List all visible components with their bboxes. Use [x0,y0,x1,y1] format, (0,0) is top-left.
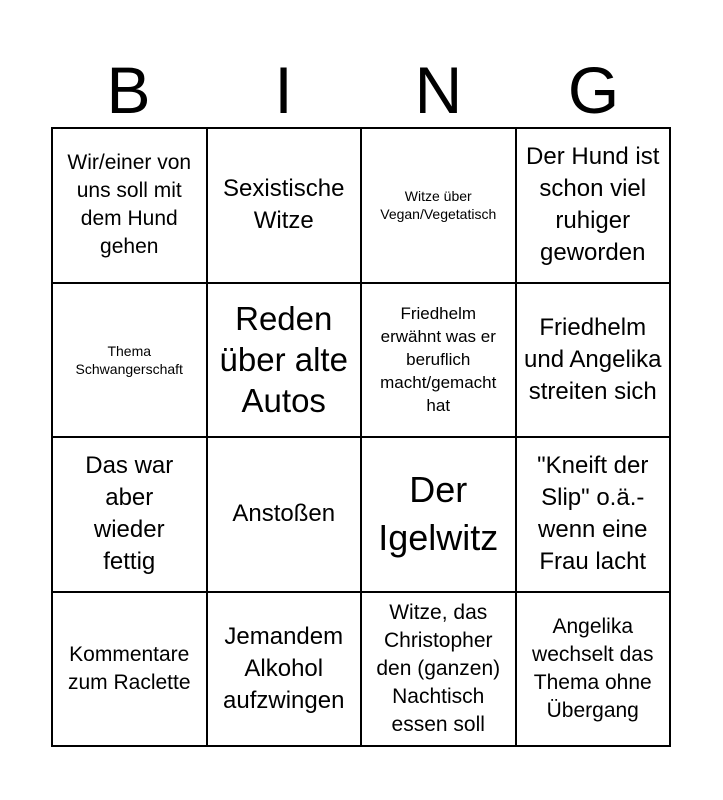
cell-text: Anstoßen [232,500,336,528]
cell-text: Witze, das Christopher den (ganzen) Nachtisch essen soll [376,600,501,736]
bingo-cell[interactable] [53,284,208,439]
bingo-cell[interactable] [208,438,363,593]
header-letter-i: I [274,53,293,127]
cell-text: Jemandem Alkohol aufzwingen [223,622,345,714]
cell-text: Thema Schwangerschaft [75,342,183,377]
bingo-cell[interactable] [53,593,208,748]
bingo-cell[interactable] [517,284,672,439]
bingo-cell[interactable] [517,438,672,593]
cell-text: Der Igelwitz [378,469,499,559]
bingo-header [51,52,671,128]
cell-text: "Kneift der Slip" o.ä.- wenn eine Frau lacht [537,452,649,576]
cell-text: Angelika wechselt das Thema ohne Übergang [532,614,654,722]
cell-text: Sexistische Witze [223,175,345,235]
cell-text: Wir/einer von uns soll mit dem Hund gehen [67,151,192,259]
cell-text: Kommentare zum Raclette [67,642,191,694]
bingo-cell[interactable] [208,129,363,284]
bingo-cell[interactable] [208,593,363,748]
bingo-card-grid [51,127,671,747]
header-letter-g: G [567,53,620,127]
bingo-cell[interactable] [362,129,517,284]
bingo-cell[interactable] [53,438,208,593]
cell-text: Der Hund ist schon viel ruhiger geworden [526,143,660,267]
bingo-cell[interactable] [517,129,672,284]
cell-text: Reden über alte Autos [219,300,348,420]
cell-text: Witze über Vegan/Vegetatisch [380,188,497,223]
bingo-cell[interactable] [208,284,363,439]
cell-text: Das war aber wieder fettig [85,452,174,576]
header-letter-b: B [106,53,151,127]
cell-text: Friedhelm und Angelika streiten sich [524,313,662,405]
bingo-cell[interactable] [517,593,672,748]
bingo-cell[interactable] [362,284,517,439]
bingo-cell[interactable] [362,438,517,593]
bingo-cell[interactable] [53,129,208,284]
header-letter-n: N [414,53,463,127]
bingo-cell[interactable] [362,593,517,748]
cell-text: Friedhelm erwähnt was er beruflich macht/gemacht hat [380,304,497,416]
